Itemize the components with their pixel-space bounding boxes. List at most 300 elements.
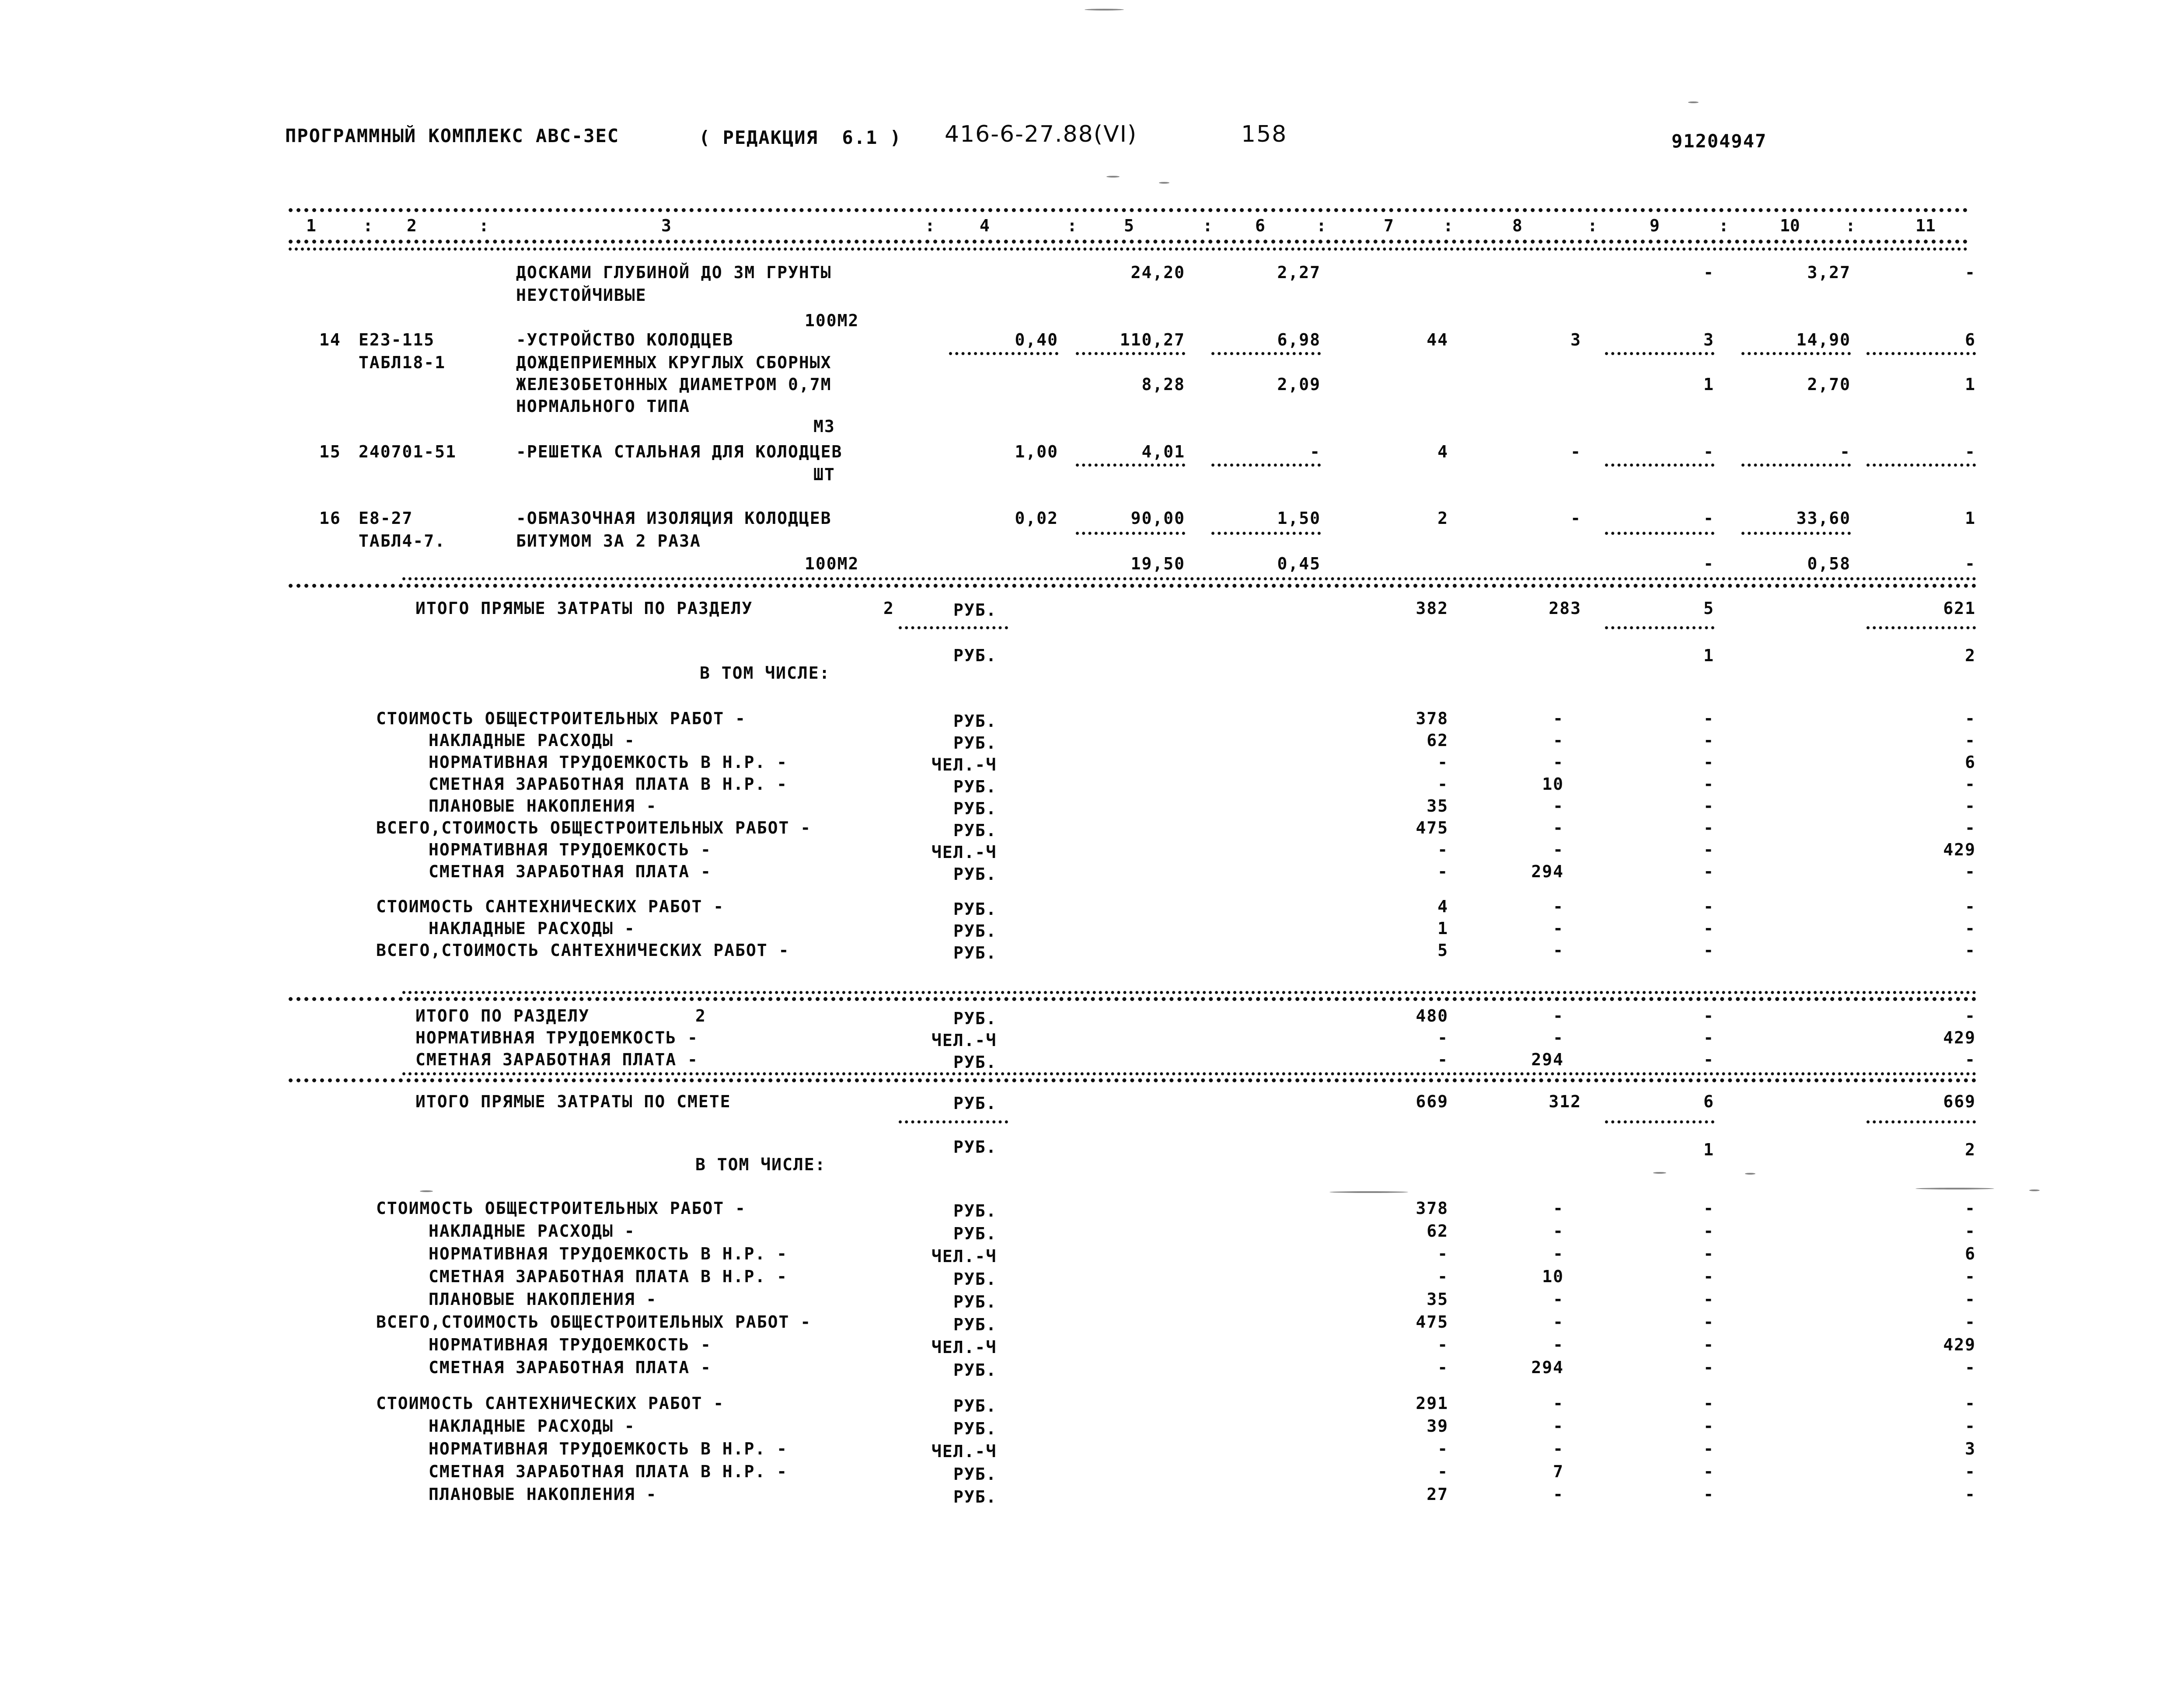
- estimate-line-c8: -: [1553, 1394, 1564, 1413]
- item-value-c6: 2,27: [1277, 263, 1321, 282]
- estimate-line-c11: -: [1965, 1416, 1976, 1436]
- section-line-c7: 1: [1437, 919, 1448, 938]
- item-value-c11: 1: [1965, 509, 1976, 528]
- estimate-line-c8: 10: [1542, 1267, 1564, 1286]
- estimate-line-unit: ЧЕЛ.-Ч: [932, 1338, 997, 1357]
- section-sum-label: ИТОГО ПО РАЗДЕЛУ: [415, 1006, 590, 1025]
- cell-subtotal-rule: [1076, 464, 1185, 467]
- item-value-c9: 1: [1703, 375, 1714, 394]
- section-line-c11: -: [1965, 796, 1976, 816]
- column-header-6: 6: [1255, 216, 1265, 235]
- estimate-total-c9b: 1: [1703, 1140, 1714, 1159]
- estimate-total-c11b: 2: [1965, 1140, 1976, 1159]
- cell-subtotal-rule: [1741, 464, 1851, 467]
- section-total-c9b: 1: [1703, 646, 1714, 665]
- section-total-c11b: 2: [1965, 646, 1976, 665]
- scan-speck: [1159, 182, 1169, 184]
- estimate-line-label: СТОИМОСТЬ САНТЕХНИЧЕСКИХ РАБОТ -: [376, 1394, 725, 1413]
- estimate-line-c7: -: [1437, 1358, 1448, 1377]
- estimate-line-c9: -: [1703, 1439, 1714, 1458]
- section-line-c9: -: [1703, 796, 1714, 816]
- section-line-c8: -: [1553, 818, 1564, 837]
- section-sum-unit: РУБ.: [953, 1053, 997, 1072]
- column-header-7: 7: [1384, 216, 1394, 235]
- section-sum-number: 2: [695, 1006, 706, 1025]
- item-description: НЕУСТОЙЧИВЫЕ: [516, 286, 647, 305]
- estimate-line-unit: РУБ.: [953, 1396, 997, 1416]
- item-value-c5: 8,28: [1141, 375, 1185, 394]
- project-number: 416-6-27.88(VI): [945, 121, 1137, 147]
- section-line-unit: РУБ.: [953, 865, 997, 884]
- estimate-line-unit: РУБ.: [953, 1269, 997, 1289]
- section-line-c9: -: [1703, 897, 1714, 916]
- section-line-label: СМЕТНАЯ ЗАРАБОТНАЯ ПЛАТА В Н.Р. -: [429, 774, 788, 794]
- item-value-c8: -: [1570, 442, 1581, 461]
- column-header-8: 8: [1512, 216, 1522, 235]
- section-line-unit: РУБ.: [953, 733, 997, 753]
- section-line-c9: -: [1703, 709, 1714, 728]
- estimate-line-c11: 6: [1965, 1244, 1976, 1263]
- section-sum-label: СМЕТНАЯ ЗАРАБОТНАЯ ПЛАТА -: [415, 1050, 698, 1069]
- in-that-label: В ТОМ ЧИСЛЕ:: [695, 1155, 826, 1174]
- item-code: ТАБЛ18-1: [359, 353, 446, 372]
- estimate-line-c7: -: [1437, 1335, 1448, 1354]
- scan-speck: [2029, 1189, 2040, 1191]
- section-sum-c9: -: [1703, 1028, 1714, 1047]
- estimate-line-unit: РУБ.: [953, 1292, 997, 1311]
- section-line-c8: 10: [1542, 774, 1564, 794]
- estimate-line-c9: -: [1703, 1485, 1714, 1504]
- section-sum-c11: -: [1965, 1006, 1976, 1025]
- section-line-c7: 5: [1437, 941, 1448, 960]
- estimate-line-unit: РУБ.: [953, 1487, 997, 1507]
- section-line-label: СМЕТНАЯ ЗАРАБОТНАЯ ПЛАТА -: [429, 862, 712, 881]
- estimate-rule-2: [289, 1078, 1977, 1082]
- item-value-c5: 110,27: [1120, 330, 1185, 349]
- item-description: -УСТРОЙСТВО КОЛОДЦЕВ: [516, 330, 734, 349]
- estimate-line-c8: -: [1553, 1290, 1564, 1309]
- section-line-label: НАКЛАДНЫЕ РАСХОДЫ -: [429, 731, 635, 750]
- section-line-unit: РУБ.: [953, 799, 997, 818]
- section-sum-c11: 429: [1943, 1028, 1976, 1047]
- estimate-total-c11: 669: [1943, 1092, 1976, 1111]
- section-line-c7: 35: [1427, 796, 1448, 816]
- estimate-line-unit: РУБ.: [953, 1201, 997, 1221]
- section-line-c8: -: [1553, 919, 1564, 938]
- section-line-c9: -: [1703, 862, 1714, 881]
- item-description: -ОБМАЗОЧНАЯ ИЗОЛЯЦИЯ КОЛОДЦЕВ: [516, 509, 832, 528]
- estimate-line-label: ПЛАНОВЫЕ НАКОПЛЕНИЯ -: [429, 1485, 657, 1504]
- cell-subtotal-rule: [949, 352, 1058, 355]
- cell-subtotal-rule: [1076, 532, 1185, 535]
- program-title: ПРОГРАММНЫЙ КОМПЛЕКС АВС-3ЕС: [285, 125, 620, 146]
- section-line-c11: 429: [1943, 840, 1976, 859]
- cell-subtotal-rule: [1211, 532, 1321, 535]
- estimate-line-label: ВСЕГО,СТОИМОСТЬ ОБЩЕСТРОИТЕЛЬНЫХ РАБОТ -: [376, 1312, 812, 1332]
- item-value-c10: -: [1840, 442, 1851, 461]
- item-value-c7: 4: [1437, 442, 1448, 461]
- column-header-4: 4: [980, 216, 990, 235]
- estimate-line-c8: -: [1553, 1335, 1564, 1354]
- section-sum-unit: РУБ.: [953, 1009, 997, 1028]
- estimate-line-c8: -: [1553, 1221, 1564, 1241]
- unit-label: РУБ.: [953, 646, 997, 665]
- section-total-title: ИТОГО ПРЯМЫЕ ЗАТРАТЫ ПО РАЗДЕЛУ: [415, 599, 753, 618]
- section-line-c11: -: [1965, 919, 1976, 938]
- section-line-unit: РУБ.: [953, 943, 997, 963]
- section-sum-c8: 294: [1531, 1050, 1564, 1069]
- column-separator: :: [363, 216, 373, 235]
- section-line-c9: -: [1703, 731, 1714, 750]
- column-header-1: 1: [306, 216, 316, 235]
- column-header-11: 11: [1915, 216, 1936, 235]
- unit-rule: [899, 626, 1008, 629]
- section-line-c11: -: [1965, 774, 1976, 794]
- section-line-label: ПЛАНОВЫЕ НАКОПЛЕНИЯ -: [429, 796, 657, 816]
- estimate-line-label: СТОИМОСТЬ ОБЩЕСТРОИТЕЛЬНЫХ РАБОТ -: [376, 1199, 746, 1218]
- estimate-line-c7: -: [1437, 1244, 1448, 1263]
- section-line-c8: -: [1553, 796, 1564, 816]
- item-description: ДОЖДЕПРИЕМНЫХ КРУГЛЫХ СБОРНЫХ: [516, 353, 832, 372]
- unit-label: РУБ.: [953, 1137, 997, 1157]
- section-sum-c7: 480: [1416, 1006, 1448, 1025]
- section-line-c8: 294: [1531, 862, 1564, 881]
- item-value-c8: 3: [1570, 330, 1581, 349]
- scan-speck: [1915, 1188, 1994, 1189]
- section-line-c7: -: [1437, 753, 1448, 772]
- section-line-label: НОРМАТИВНАЯ ТРУДОЕМКОСТЬ -: [429, 840, 712, 859]
- subtotal-rule: [1867, 626, 1976, 629]
- estimate-rule: [402, 1072, 1977, 1075]
- section-line-c11: -: [1965, 862, 1976, 881]
- estimate-line-unit: РУБ.: [953, 1419, 997, 1438]
- item-description: 100М2: [805, 311, 859, 330]
- estimate-line-c11: -: [1965, 1485, 1976, 1504]
- section-line-c11: -: [1965, 941, 1976, 960]
- item-value-c5: 90,00: [1130, 509, 1185, 528]
- section-sum-c9: -: [1703, 1050, 1714, 1069]
- item-value-c6: 6,98: [1277, 330, 1321, 349]
- estimate-line-c9: -: [1703, 1312, 1714, 1332]
- estimate-line-unit: РУБ.: [953, 1224, 997, 1243]
- estimate-line-c7: 291: [1416, 1394, 1448, 1413]
- item-value-c8: -: [1570, 509, 1581, 528]
- estimate-total-c7: 669: [1416, 1092, 1448, 1111]
- estimate-line-label: НОРМАТИВНАЯ ТРУДОЕМКОСТЬ В Н.Р. -: [429, 1244, 788, 1263]
- section-sum-c8: -: [1553, 1028, 1564, 1047]
- section-line-c8: -: [1553, 709, 1564, 728]
- section-total-c8: 283: [1549, 599, 1581, 618]
- scan-speck: [1688, 101, 1699, 103]
- section-line-label: СТОИМОСТЬ ОБЩЕСТРОИТЕЛЬНЫХ РАБОТ -: [376, 709, 746, 728]
- section-line-label: СТОИМОСТЬ САНТЕХНИЧЕСКИХ РАБОТ -: [376, 897, 725, 916]
- cell-subtotal-rule: [1741, 352, 1851, 355]
- cell-subtotal-rule: [1605, 464, 1714, 467]
- section-line-c11: 6: [1965, 753, 1976, 772]
- subtotal-rule: [1605, 626, 1714, 629]
- item-number: 16: [319, 509, 341, 528]
- estimate-line-c9: -: [1703, 1267, 1714, 1286]
- cell-subtotal-rule: [1211, 352, 1321, 355]
- estimate-line-c11: -: [1965, 1394, 1976, 1413]
- section-line-unit: РУБ.: [953, 921, 997, 941]
- section-sum-c9: -: [1703, 1006, 1714, 1025]
- section-line-c9: -: [1703, 840, 1714, 859]
- scan-speck: [1106, 176, 1120, 178]
- estimate-line-c8: 7: [1553, 1462, 1564, 1481]
- estimate-line-c9: -: [1703, 1290, 1714, 1309]
- item-description: 100М2: [805, 554, 859, 573]
- scan-speck: [1745, 1173, 1755, 1175]
- item-description: М3: [813, 417, 835, 436]
- estimate-line-c8: 294: [1531, 1358, 1564, 1377]
- column-separator: :: [1203, 216, 1213, 235]
- estimate-line-c11: -: [1965, 1221, 1976, 1241]
- item-value-c10: 2,70: [1807, 375, 1851, 394]
- in-that-label: В ТОМ ЧИСЛЕ:: [700, 663, 830, 683]
- section-line-c8: -: [1553, 753, 1564, 772]
- section-line-c11: -: [1965, 731, 1976, 750]
- section-rule-2: [289, 584, 1977, 588]
- estimate-line-label: СМЕТНАЯ ЗАРАБОТНАЯ ПЛАТА -: [429, 1358, 712, 1377]
- item-value-c11: -: [1965, 442, 1976, 461]
- estimate-line-c7: 378: [1416, 1199, 1448, 1218]
- section-total-rule: [402, 991, 1977, 994]
- estimate-line-label: НАКЛАДНЫЕ РАСХОДЫ -: [429, 1221, 635, 1241]
- item-value-c5: 19,50: [1130, 554, 1185, 573]
- item-value-c6: 2,09: [1277, 375, 1321, 394]
- subtotal-rule: [1867, 1120, 1976, 1123]
- section-sum-label: НОРМАТИВНАЯ ТРУДОЕМКОСТЬ -: [415, 1028, 698, 1047]
- section-sum-unit: ЧЕЛ.-Ч: [932, 1031, 997, 1050]
- estimate-line-c11: -: [1965, 1267, 1976, 1286]
- unit-label: РУБ.: [953, 1094, 997, 1113]
- section-line-c7: 378: [1416, 709, 1448, 728]
- estimate-line-c7: -: [1437, 1439, 1448, 1458]
- item-value-c11: -: [1965, 263, 1976, 282]
- item-code: ТАБЛ4-7.: [359, 531, 446, 551]
- column-separator: :: [1587, 216, 1598, 235]
- item-value-c10: 33,60: [1796, 509, 1851, 528]
- estimate-line-c9: -: [1703, 1335, 1714, 1354]
- estimate-line-c8: -: [1553, 1416, 1564, 1436]
- section-line-c9: -: [1703, 774, 1714, 794]
- item-value-c7: 2: [1437, 509, 1448, 528]
- item-value-c9: -: [1703, 509, 1714, 528]
- estimate-line-label: НОРМАТИВНАЯ ТРУДОЕМКОСТЬ -: [429, 1335, 712, 1354]
- column-separator: :: [1443, 216, 1453, 235]
- section-total-rule-2: [289, 997, 1977, 1001]
- item-value-c5: 24,20: [1130, 263, 1185, 282]
- item-value-c6: 1,50: [1277, 509, 1321, 528]
- section-sum-c7: -: [1437, 1028, 1448, 1047]
- section-line-unit: РУБ.: [953, 900, 997, 919]
- item-description: ДОСКАМИ ГЛУБИНОЙ ДО 3М ГРУНТЫ: [516, 263, 832, 282]
- unit-label: РУБ.: [953, 600, 997, 620]
- estimate-line-c11: -: [1965, 1358, 1976, 1377]
- column-separator: :: [1719, 216, 1729, 235]
- section-line-c8: -: [1553, 731, 1564, 750]
- section-sum-c7: -: [1437, 1050, 1448, 1069]
- item-description: НОРМАЛЬНОГО ТИПА: [516, 397, 691, 416]
- estimate-line-c7: 62: [1427, 1221, 1448, 1241]
- section-line-c8: -: [1553, 840, 1564, 859]
- section-total-number: 2: [883, 599, 894, 618]
- column-separator: :: [479, 216, 489, 235]
- item-value-c4: 0,02: [1015, 509, 1058, 528]
- cell-subtotal-rule: [1867, 464, 1976, 467]
- section-line-unit: РУБ.: [953, 777, 997, 796]
- estimate-line-c7: -: [1437, 1462, 1448, 1481]
- item-value-c11: -: [1965, 554, 1976, 573]
- item-code: Е8-27: [359, 509, 413, 528]
- scan-speck: [1329, 1191, 1408, 1193]
- section-line-label: ВСЕГО,СТОИМОСТЬ САНТЕХНИЧЕСКИХ РАБОТ -: [376, 941, 790, 960]
- item-value-c9: -: [1703, 442, 1714, 461]
- item-value-c9: -: [1703, 263, 1714, 282]
- section-line-label: НАКЛАДНЫЕ РАСХОДЫ -: [429, 919, 635, 938]
- cell-subtotal-rule: [1605, 532, 1714, 535]
- column-header-rule-2: [289, 248, 1968, 251]
- item-number: 14: [319, 330, 341, 349]
- item-value-c10: 14,90: [1796, 330, 1851, 349]
- estimate-line-c11: -: [1965, 1312, 1976, 1332]
- item-value-c10: 0,58: [1807, 554, 1851, 573]
- cell-subtotal-rule: [1605, 352, 1714, 355]
- page-number: 158: [1241, 121, 1287, 147]
- item-value-c11: 6: [1965, 330, 1976, 349]
- item-value-c6: 0,45: [1277, 554, 1321, 573]
- item-value-c7: 44: [1427, 330, 1448, 349]
- estimate-line-unit: РУБ.: [953, 1315, 997, 1334]
- estimate-line-unit: РУБ.: [953, 1360, 997, 1380]
- estimate-line-c11: -: [1965, 1199, 1976, 1218]
- column-header-3: 3: [661, 216, 671, 235]
- unit-rule: [899, 1120, 1008, 1123]
- section-line-unit: РУБ.: [953, 711, 997, 731]
- estimate-line-c8: -: [1553, 1199, 1564, 1218]
- estimate-line-c9: -: [1703, 1394, 1714, 1413]
- item-value-c9: 3: [1703, 330, 1714, 349]
- section-line-c7: -: [1437, 840, 1448, 859]
- document-code: 91204947: [1671, 130, 1767, 152]
- edition-label: ( РЕДАКЦИЯ 6.1 ): [699, 127, 902, 148]
- item-value-c4: 1,00: [1015, 442, 1058, 461]
- section-line-c11: -: [1965, 897, 1976, 916]
- section-sum-c11: -: [1965, 1050, 1976, 1069]
- estimate-line-c7: -: [1437, 1267, 1448, 1286]
- section-line-c9: -: [1703, 919, 1714, 938]
- section-line-c7: 475: [1416, 818, 1448, 837]
- estimate-line-label: ПЛАНОВЫЕ НАКОПЛЕНИЯ -: [429, 1290, 657, 1309]
- column-header-2: 2: [407, 216, 417, 235]
- section-line-c7: 4: [1437, 897, 1448, 916]
- estimate-line-c9: -: [1703, 1416, 1714, 1436]
- section-line-label: ВСЕГО,СТОИМОСТЬ ОБЩЕСТРОИТЕЛЬНЫХ РАБОТ -: [376, 818, 812, 837]
- estimate-line-c11: -: [1965, 1290, 1976, 1309]
- estimate-total-c9: 6: [1703, 1092, 1714, 1111]
- column-separator: :: [1846, 216, 1856, 235]
- column-header-9: 9: [1650, 216, 1660, 235]
- estimate-line-c7: 475: [1416, 1312, 1448, 1332]
- column-header-10: 10: [1780, 216, 1800, 235]
- subtotal-rule: [1605, 1120, 1714, 1123]
- item-number: 15: [319, 442, 341, 461]
- estimate-line-c11: -: [1965, 1462, 1976, 1481]
- estimate-line-c9: -: [1703, 1199, 1714, 1218]
- item-value-c10: 3,27: [1807, 263, 1851, 282]
- estimate-line-c8: -: [1553, 1439, 1564, 1458]
- section-line-c9: -: [1703, 818, 1714, 837]
- section-line-unit: ЧЕЛ.-Ч: [932, 843, 997, 862]
- section-line-c9: -: [1703, 941, 1714, 960]
- section-line-unit: ЧЕЛ.-Ч: [932, 755, 997, 774]
- section-line-c9: -: [1703, 753, 1714, 772]
- estimate-line-c8: -: [1553, 1485, 1564, 1504]
- estimate-line-c11: 3: [1965, 1439, 1976, 1458]
- item-value-c4: 0,40: [1015, 330, 1058, 349]
- table-top-rule: [289, 208, 1968, 212]
- column-separator: :: [1067, 216, 1077, 235]
- estimate-line-c9: -: [1703, 1358, 1714, 1377]
- estimate-total-title: ИТОГО ПРЯМЫЕ ЗАТРАТЫ ПО СМЕТЕ: [415, 1092, 731, 1111]
- estimate-line-c8: -: [1553, 1312, 1564, 1332]
- estimate-line-label: НАКЛАДНЫЕ РАСХОДЫ -: [429, 1416, 635, 1436]
- section-line-c11: -: [1965, 818, 1976, 837]
- section-rule: [402, 577, 1977, 580]
- item-description: ЖЕЛЕЗОБЕТОННЫХ ДИАМЕТРОМ 0,7М: [516, 375, 832, 394]
- estimate-line-c7: 27: [1427, 1485, 1448, 1504]
- section-line-c8: -: [1553, 941, 1564, 960]
- item-description: БИТУМОМ ЗА 2 РАЗА: [516, 531, 701, 551]
- section-line-label: НОРМАТИВНАЯ ТРУДОЕМКОСТЬ В Н.Р. -: [429, 753, 788, 772]
- estimate-line-unit: РУБ.: [953, 1465, 997, 1484]
- column-separator: :: [925, 216, 935, 235]
- scan-speck: [1653, 1172, 1666, 1174]
- section-line-c11: -: [1965, 709, 1976, 728]
- cell-subtotal-rule: [1867, 352, 1976, 355]
- estimate-line-label: СМЕТНАЯ ЗАРАБОТНАЯ ПЛАТА В Н.Р. -: [429, 1462, 788, 1481]
- section-total-c7: 382: [1416, 599, 1448, 618]
- section-line-unit: РУБ.: [953, 821, 997, 840]
- item-code: 240701-51: [359, 442, 457, 461]
- section-line-c7: 62: [1427, 731, 1448, 750]
- section-sum-c8: -: [1553, 1006, 1564, 1025]
- estimate-line-c9: -: [1703, 1221, 1714, 1241]
- item-value-c9: -: [1703, 554, 1714, 573]
- estimate-line-c9: -: [1703, 1462, 1714, 1481]
- item-value-c6: -: [1310, 442, 1321, 461]
- item-value-c11: 1: [1965, 375, 1976, 394]
- scan-speck: [420, 1190, 433, 1192]
- cell-subtotal-rule: [1076, 352, 1185, 355]
- cell-subtotal-rule: [1741, 532, 1851, 535]
- estimate-total-c8: 312: [1549, 1092, 1581, 1111]
- item-description: ШТ: [813, 465, 835, 484]
- estimate-line-c7: 35: [1427, 1290, 1448, 1309]
- section-line-c8: -: [1553, 897, 1564, 916]
- column-header-5: 5: [1124, 216, 1134, 235]
- estimate-line-unit: ЧЕЛ.-Ч: [932, 1442, 997, 1461]
- scan-speck: [1085, 9, 1124, 10]
- item-code: Е23-115: [359, 330, 435, 349]
- column-separator: :: [1316, 216, 1326, 235]
- estimate-line-label: НОРМАТИВНАЯ ТРУДОЕМКОСТЬ В Н.Р. -: [429, 1439, 788, 1458]
- section-total-c9: 5: [1703, 599, 1714, 618]
- section-line-c7: -: [1437, 774, 1448, 794]
- estimate-line-c11: 429: [1943, 1335, 1976, 1354]
- item-value-c5: 4,01: [1141, 442, 1185, 461]
